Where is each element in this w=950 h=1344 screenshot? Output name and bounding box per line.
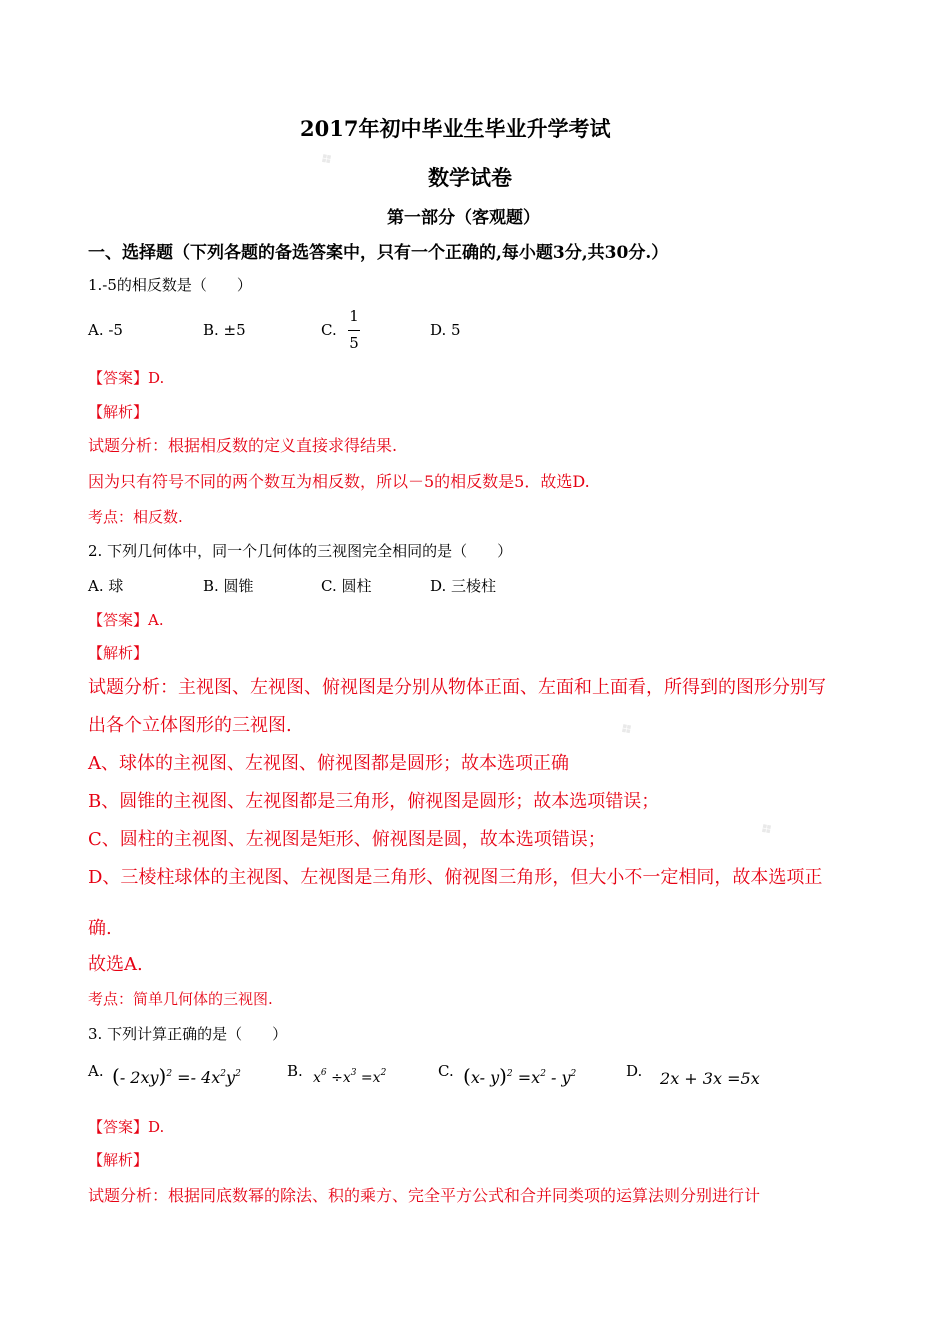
q3-option-a-label: A. [88, 1062, 104, 1080]
q1-analysis-line: 因为只有符号不同的两个数互为相反数，所以－5的相反数是5．故选D. [88, 472, 590, 491]
q2-option-d: D. 三棱柱 [430, 577, 497, 595]
q1-analysis-heading: 【解析】 [88, 403, 149, 421]
q3-stem: 3. 下列计算正确的是（ ） [88, 1025, 288, 1043]
q2-option-b: B. 圆锥 [203, 577, 254, 595]
q3-option-d-label: D. [626, 1062, 643, 1080]
q2-analysis-line: D、三棱柱球体的主视图、左视图是三角形、俯视图三角形，但大小不一定相同，故本选项正 [88, 867, 823, 888]
q1-option-c-fraction-bar [348, 330, 360, 331]
q2-analysis-line: 确. [88, 918, 112, 939]
q1-option-c-denominator: 5 [349, 334, 359, 352]
q1-option-c-numerator: 1 [349, 307, 359, 325]
q1-stem: 1.-5的相反数是（ ） [88, 276, 252, 294]
q2-answer: 【答案】A. [88, 611, 164, 629]
exam-title: 2017年初中毕业生毕业升学考试 [300, 116, 611, 141]
watermark: ❖ [756, 817, 778, 841]
q2-analysis-line: 出各个立体图形的三视图. [88, 715, 292, 736]
q1-knowledge-point: 考点：相反数. [88, 508, 183, 526]
q2-analysis-heading: 【解析】 [88, 644, 149, 662]
q2-knowledge-point: 考点：简单几何体的三视图. [88, 990, 273, 1008]
watermark: ❖ [616, 717, 638, 741]
q2-option-a: A. 球 [88, 577, 124, 595]
q3-answer: 【答案】D. [88, 1118, 165, 1136]
q1-option-b: B. ±5 [203, 321, 246, 339]
q3-option-b-formula: $x^6 \div x^3 =x^2$ [313, 1068, 387, 1086]
q1-option-c-label: C. [321, 321, 337, 339]
part-heading: 第一部分（客观题） [387, 208, 540, 228]
q3-option-c-label: C. [438, 1062, 454, 1080]
q2-analysis-line: C、圆柱的主视图、左视图是矩形、俯视图是圆，故本选项错误； [88, 829, 606, 850]
exam-subtitle: 数学试卷 [428, 165, 512, 190]
section-heading: 一、选择题（下列各题的备选答案中，只有一个正确的,每小题3分,共30分.） [88, 243, 669, 263]
q3-analysis-line: 试题分析：根据同底数幂的除法、积的乘方、完全平方公式和合并同类项的运算法则分别进行计 [88, 1186, 761, 1205]
q2-analysis-line: A、球体的主视图、左视图、俯视图都是圆形；故本选项正确 [88, 753, 569, 774]
q1-option-d: D. 5 [430, 321, 461, 339]
q3-option-a-formula: (- $2xy)^2 =- 4x^2y^2$ [112, 1064, 241, 1088]
q2-analysis-line: 试题分析：主视图、左视图、俯视图是分别从物体正面、左面和上面看，所得到的图形分别写 [88, 677, 826, 698]
q2-analysis-line: 故选A. [88, 954, 143, 975]
q3-analysis-heading: 【解析】 [88, 1151, 149, 1169]
q3-option-b-label: B. [287, 1062, 303, 1080]
q2-analysis-line: B、圆锥的主视图、左视图都是三角形，俯视图是圆形；故本选项错误； [88, 791, 660, 812]
q1-option-a: A. -5 [88, 321, 123, 339]
q1-answer: 【答案】D. [88, 369, 165, 387]
watermark: ❖ [316, 147, 338, 171]
q3-option-c-formula: (x- $y)^2 =x^2 - y^2$ [463, 1064, 577, 1088]
q2-stem: 2. 下列几何体中，同一个几何体的三视图完全相同的是（ ） [88, 542, 513, 560]
q1-analysis-line: 试题分析：根据相反数的定义直接求得结果. [88, 436, 398, 455]
q2-option-c: C. 圆柱 [321, 577, 372, 595]
q3-option-d-formula: 2x + 3x =5x [660, 1069, 760, 1088]
